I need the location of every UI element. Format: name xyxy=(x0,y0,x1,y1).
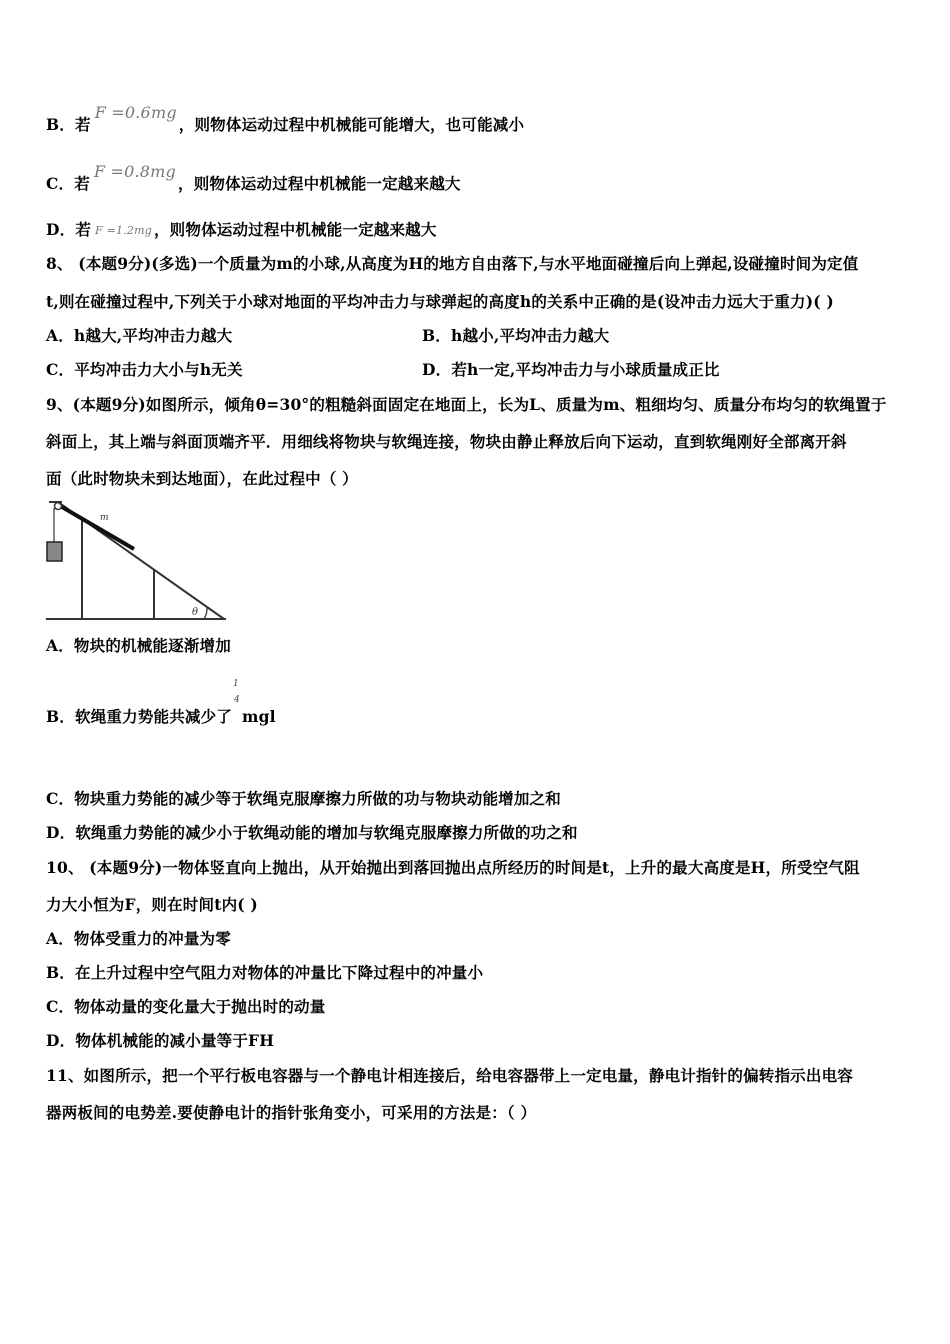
angle-label: θ xyxy=(192,607,199,618)
q8-option-c: C．平均冲击力大小与h无关 xyxy=(46,360,243,379)
q11-stem-line1: 11、如图所示，把一个平行板电容器与一个静电计相连接后，给电容器带上一定电量，静电计指针的偏转指示出电容 xyxy=(46,1066,853,1085)
q10-stem-line2: 力大小恒为F，则在时间t内( ) xyxy=(46,895,258,914)
q7-option-c xyxy=(46,162,461,194)
fraction-denominator: 4 xyxy=(234,695,240,705)
q8-stem-line2: t,则在碰撞过程中,下列关于小球对地面的平均冲击力与球弹起的高度h的关系中正确的是(设冲击力远大于重力)( ) xyxy=(46,292,834,311)
q10-option-b: B．在上升过程中空气阻力对物体的冲量比下降过程中的冲量小 xyxy=(46,963,484,982)
q9-stem-line2: 斜面上，其上端与斜面顶端齐平．用细线将物块与软绳连接，物块由静止释放后向下运动，直到软绳刚好全部离开斜 xyxy=(46,432,847,451)
q10-option-c: C．物体动量的变化量大于抛出时的动量 xyxy=(46,997,326,1016)
option-label: C．若 xyxy=(46,174,90,193)
fraction-numerator: 1 xyxy=(233,679,239,689)
q9-option-b xyxy=(46,679,276,727)
option-text: ，则物体运动过程中机械能可能增大，也可能减小 xyxy=(178,115,525,134)
option-label: D．若 xyxy=(46,220,92,239)
q11-stem-line2: 器两板间的电势差.要使静电计的指针张角变小，可采用的方法是：（ ） xyxy=(46,1103,537,1122)
angle-arc xyxy=(204,607,207,619)
q10-option-a: A．物体受重力的冲量为零 xyxy=(46,929,231,948)
q9-stem-line1: 9、(本题9分)如图所示，倾角θ=30°的粗糙斜面固定在地面上，长为L、质量为m、粗细均匀、质量分布均匀的软绳置于 xyxy=(46,395,887,414)
q7-option-d xyxy=(46,220,437,242)
q8-option-b: B．h越小,平均冲击力越大 xyxy=(422,326,610,345)
block xyxy=(47,542,62,561)
option-text: B．软绳重力势能共减少了 xyxy=(46,707,233,726)
q8-stem-line1: 8、 (本题9分)(多选)一个质量为m的小球,从高度为H的地方自由落下,与水平地面碰撞后向上弹起,设碰撞时间为定值 xyxy=(46,254,859,273)
pulley xyxy=(55,503,62,510)
rope xyxy=(62,507,134,549)
option-text: ，则物体运动过程中机械能一定越来越大 xyxy=(153,220,437,239)
q10-option-d: D．物体机械能的减小量等于FH xyxy=(46,1031,275,1050)
q8-options-row2 xyxy=(46,360,906,380)
q9-option-d: D．软绳重力势能的减少小于软绳动能的增加与软绳克服摩擦力所做的功之和 xyxy=(46,823,578,842)
formula-image: F =0.8mg xyxy=(93,162,176,181)
q8-options-row1 xyxy=(46,326,906,346)
q10-stem-line1: 10、 (本题9分)一物体竖直向上抛出，从开始抛出到落回抛出点所经历的时间是t，上升的最大高度是H，所受空气阻 xyxy=(46,858,860,877)
option-text-tail: mgl xyxy=(242,707,276,726)
option-label: B．若 xyxy=(46,115,91,134)
fraction-one-quarter xyxy=(232,679,242,722)
q8-option-d: D．若h一定,平均冲击力与小球质量成正比 xyxy=(422,360,720,379)
q9-option-c: C．物块重力势能的减少等于软绳克服摩擦力所做的功与物块动能增加之和 xyxy=(46,789,561,808)
q7-option-b xyxy=(46,103,525,135)
option-text: ，则物体运动过程中机械能一定越来越大 xyxy=(178,174,461,193)
incline-figure xyxy=(46,498,226,622)
q8-option-a: A．h越大,平均冲击力越大 xyxy=(46,326,233,345)
rope-label: m xyxy=(100,513,109,523)
formula-image: F =1.2mg xyxy=(95,224,152,237)
formula-image: F =0.6mg xyxy=(94,103,177,122)
q9-option-a: A．物块的机械能逐渐增加 xyxy=(46,636,231,655)
q9-stem-line3: 面（此时物块未到达地面），在此过程中（ ） xyxy=(46,469,358,488)
